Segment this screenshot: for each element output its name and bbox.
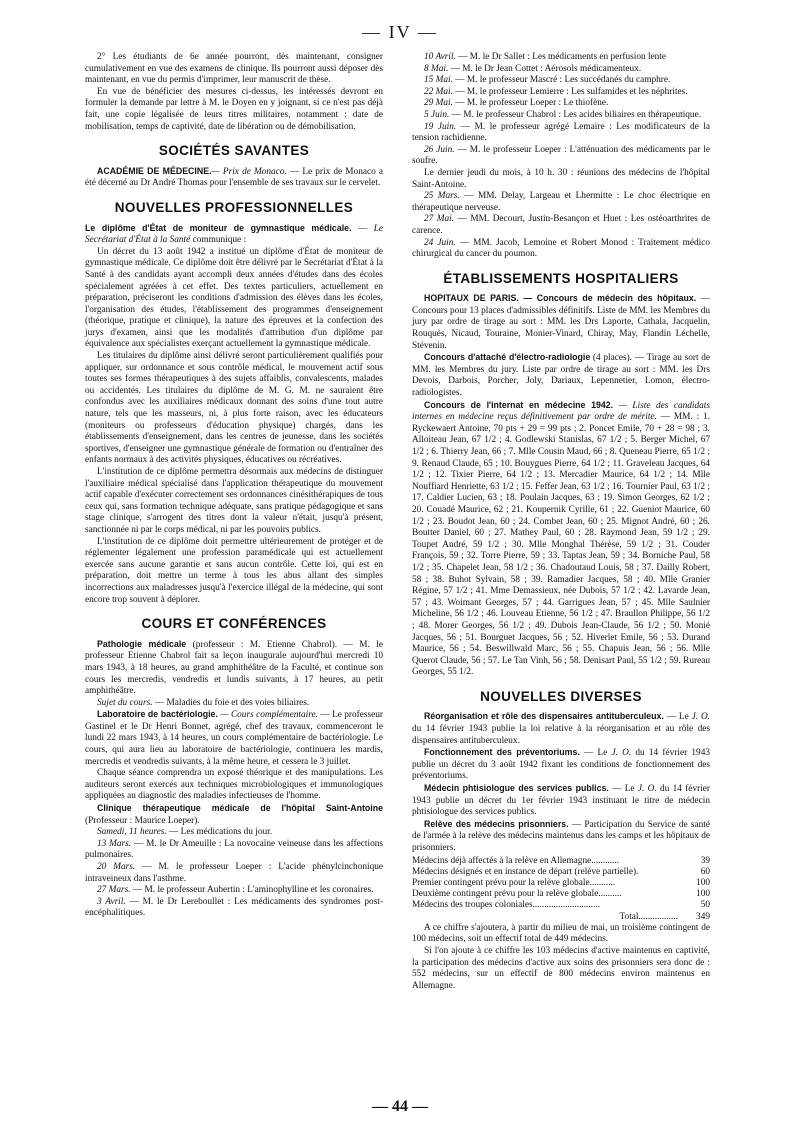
schedule-topic: — MM. Jacob, Lemoine et Robert Monod : Traitement médico chirurgical du cancer du poumon.	[412, 237, 710, 260]
prof-paragraph: Les titulaires du diplôme ainsi délivré seront particulièrement qualifiés pour appliquer, sur ordonnance et sous contrôle médical, le mouvement actif sous toutes ses formes thérapeutiques à des sujets affaiblis, convalescents, malades ou accidentés. Les titulaires du diplôme de M. G. M. ne sauraient être confondus avec les auxiliaires médicaux donnant des soins d'une tout autre nature, tels que les masseurs, ni, à plus forte raison, avec les éducateurs (moniteurs ou professeurs d'éducation physique) chargés, dans les établissements d'enseignement, dans les centres de jeunesse, dans les sociétés sportives, d'enseigner une gymnastique générale de formation ou d'entraîner des enfants normaux à des activités physiques, éducatives ou récréatives.	[85, 351, 383, 466]
table-value: 50	[700, 900, 710, 911]
academie-paragraph	[85, 166, 383, 190]
schedule-item	[412, 110, 710, 122]
internat-list: — MM. : 1. Ryckewaert Antoine, 70 pts + 29 = 99 pts ; 2. Poncet Emile, 70 + 28 = 98 ; 3. Alloiteau Jean, 67 1/2 ; 4. Godlewski Stanislas, 67 1/2 ; 5. Berger Michel, 67 1/2 ; 6. Thierry Jean, 66 ; 7. Mlle Cousin Maud, 66 ; 8. Queneau Pierre, 65 1/2 ; 9. Renaud Claude, 65 ; 10. Bouygues Pierre, 64 1/2 ; 11. Graveleau Jacques, 64 1/2 ; 12. Tixier Pierre, 64 1/2 ; 13. Mercadier Maurice, 64 1/2 ; 14. Mlle Nouffiard Henriette, 63 1/2 ; 15. Feffer Jean, 63 1/2 ; 16. Tournier Paul, 63 1/2 ; 17. Caldier Lucien, 63 ; 18. Poulain Jacques, 63 ; 19. Simon Georges, 62 1/2 ; 20. Couadé Maurice, 62 ; 21. Koupernik Cyrille, 61 ; 22. Gueniot Maurice, 60 1/2 ; 23. Boudot Jean, 60 ; 24. Combet Jean, 60 ; 25. Mignot André, 60 ; 26. Boutter Daniel, 60 ; 27. Mathey Paul, 60 ; 28. Raymond Jean, 59 1/2 ; 29. Toupet André, 59 1/2 ; 30. Mlle Monghal Thérèse, 59 1/2 ; 31. Couder François, 59 ; 32. Torre Pierre, 59 ; 33. Taptas Jean, 59 ; 34. Borniche Paul, 58 1/2 ; 35. Chapelet Jean, 58 1/2 ; 36. Chadoutaud Louis, 58 ; 37. Dailly Robert, 58 ; 38. Buhot Sylvain, 58 ; 39. Ramadier Jacques, 58 ; 40. Mlle Granier Régine, 57 1/2 ; 41. Mme Demassieux, née Dubois, 57 1/2 ; 42. Lavarde Jean, 57 ; 43. Woimant Georges, 57 ; 44. Garrigues Jean, 57 ; 45. Mlle Saulnier Micheline, 56 1/2 ; 46. Louveau Etienne, 56 1/2 ; 47. Braullon Philippe, 56 1/2 ; 48. Morer Georges, 56 1/2 ; 49. Dubois Jean-Claude, 56 1/2 ; 50. Monié Jacques, 56 ; 51. Bourguet Jacques, 56 ; 52. Hiverlet Emile, 56 ; 53. Durand Maurice, 56 ; 54. Beswillwald Marc, 56 ; 55. Chapuis Jean, 56 ; 56. Mlle Querot Claude, 56 ; 57. Le Tan Vinh, 56 ; 58. Denisart Paul, 55 1/2 ; 59. Rureau Georges, 55 1/2.	[412, 412, 710, 678]
page-header-number: — IV —	[362, 22, 438, 42]
table-label: Premier contingent prévu pour la relève globale...........	[412, 878, 616, 888]
clinique-date: 3 Avril.	[97, 896, 126, 907]
diverses-pre: — Le	[663, 712, 692, 723]
intro-paragraph: En vue de bénéficier des mesures ci-dessus, les intéressés devront en formuler la demande par lettre à M. le Doyen en y joignant, si ce n'est pas déjà fait, une copie légalisée de leurs titres militaires, notamment : date de mobilisation, temps de captivité, date de libération ou de démobilisation.	[85, 86, 383, 132]
prof-paragraph: L'institution de ce diplôme permettra désormais aux médecins de distinguer l'auxiliaire médical spécialisé dans l'application thérapeutique du mouvement actif capable d'exécuter correctement ses ordonnances cinésithérapiques de tous ceux qui, sans formation technique adéquate, sans pratique pédagogique et sans stage clinique, s'arrogent des titres dont la valeur n'était, jusqu'à présent, sanctionnée ni par le corps médical, ni par les pouvoirs publics.	[85, 467, 383, 535]
sujet-label: Sujet du cours.	[97, 697, 153, 708]
schedule-item	[412, 98, 710, 110]
diplome-lead-end: communique :	[190, 235, 247, 246]
schedule-item	[412, 168, 710, 191]
schedule-item	[412, 87, 710, 99]
hopitaux-lead: HOPITAUX DE PARIS.	[424, 293, 519, 304]
clinique-item	[85, 839, 383, 862]
diverses-pre: — Le	[579, 748, 612, 759]
pathologie-lead: Pathologie médicale	[97, 638, 187, 649]
table-row	[412, 856, 710, 867]
schedule-date: 25 Mars.	[424, 191, 460, 202]
diverses-text: du 14 février 1943 publie la loi relative à la réorganisation et au rôle des dispensaires antituberculeux.	[412, 724, 710, 746]
schedule-topic: — M. le Dr Jean Cottet : Aérosols médicamenteux.	[448, 63, 642, 74]
attache-paragraph	[412, 352, 710, 399]
diplome-lead: Le diplôme d'État de moniteur de gymnastique médicale.	[85, 222, 352, 233]
diverses-journal: J. O.	[637, 784, 657, 795]
section-heading-etablissements: ÉTABLISSEMENTS HOSPITALIERS	[443, 270, 679, 286]
laboratoire-paragraph	[85, 709, 383, 768]
schedule-date: 24 Juin.	[424, 237, 456, 248]
diverses-item	[412, 783, 710, 819]
table-label: Deuxième contingent prévu pour la relève globale..........	[412, 889, 622, 900]
diverses-text: — Participation du Service de santé de l'armée à la relève des médecins maintenus dans les camps et les hôpitaux de prisonniers.	[412, 819, 710, 853]
schedule-topic: — MM. Delay, Largeau et Lhermitte : Le choc électrique en thérapeutique nerveuse.	[412, 191, 711, 213]
clinique-lead: Clinique thérapeutique médicale de l'hôpital Saint-Antoine	[97, 803, 383, 814]
academie-lead: ACADÉMIE DE MÉDECINE.	[97, 165, 212, 176]
schedule-topic: — M. le professeur Lemierre : Les sulfamides et les néphrites.	[452, 86, 688, 97]
schedule-date: 15 Mai.	[424, 75, 453, 86]
lead-separator: —	[351, 223, 374, 234]
diverses-item	[412, 819, 710, 855]
diverses-text: du 14 février 1943 publie un décret du 3 août 1942 fixant les conditions de fonctionnement des préventoriums.	[412, 748, 710, 782]
clinique-item	[85, 862, 383, 885]
clinique-text: (Professeur : Maurice Loeper).	[85, 815, 200, 826]
diverses-end-paragraph: Si l'on ajoute à ce chiffre les 103 médecins d'active maintenus en captivité, la participation des médecins d'active aux soins des prisonniers sera donc de : 552 médecins, sur un effectif de 800 médecins environ maintenus en Allemagne.	[412, 946, 710, 991]
clinique-topic: — Les médications du jour.	[166, 827, 273, 838]
clinique-date: 13 Mars.	[97, 838, 132, 849]
diverses-lead: Médecin phtisiologue des services publics.	[424, 783, 609, 794]
intro-paragraph: 2° Les étudiants de 6e année pourront, dès maintenant, consigner cumulativement en vue des examens de clinique. Ils pourront aussi déposer dès maintenant, en vue du permis d'imprimer, leur manuscrit de thèse.	[85, 52, 383, 86]
diverses-end-paragraph: A ce chiffre s'ajoutera, à partir du milieu de mai, un troisième contingent de 100 médecins, soit un effectif total de 449 médecins.	[412, 922, 710, 945]
clinique-topic: — M. le Dr Lereboullet : Les médicaments des syndromes post-encéphalitiques.	[85, 896, 383, 919]
schedule-topic: Le dernier jeudi du mois, à 10 h. 30 : réunions des médecins de l'hôpital Saint-Antoine.	[412, 167, 710, 190]
pathologie-paragraph	[85, 639, 383, 698]
internat-paragraph	[412, 400, 710, 679]
clinique-item	[85, 885, 383, 897]
diverses-pre: — Le	[608, 784, 638, 795]
hopitaux-text: — Concours pour 13 places d'admissibles définitifs. Liste de MM. les Membres du jury par ordre de tirage au sort : MM. les Drs Laporte, Cathala, Jacquelin, Rouquès, Nicaud, Touraine, Monier-Vinard, Chiray, May, Flandin Léchelle, Stévenin.	[412, 294, 711, 351]
schedule-item	[412, 75, 710, 87]
schedule-date: 27 Mai.	[424, 214, 455, 225]
academie-text: — Le prix de Monaco a été décerné au Dr André Thomas pour l'ensemble de ses travaux sur le cervelet.	[85, 166, 384, 189]
section-heading-cours: COURS ET CONFÉRENCES	[141, 616, 327, 632]
table-value: 39	[700, 855, 710, 866]
left-column	[85, 52, 383, 920]
section-heading-diverses: NOUVELLES DIVERSES	[480, 688, 642, 704]
clinique-date: 27 Mars.	[97, 885, 131, 896]
internat-lead: Concours de l'internat en médecine 1942.	[424, 399, 614, 410]
attache-lead: Concours d'attaché d'électro-radiologie	[424, 352, 591, 363]
schedule-topic: — M. le Dr Sallet : Les médicaments en perfusion lente	[455, 52, 667, 62]
schedule-topic: — M. le professeur Mascré : Les succédanés du camphre.	[452, 75, 671, 86]
diverses-lead: Fonctionnement des préventoriums.	[424, 747, 580, 758]
table-total-label: Total.................	[619, 911, 678, 922]
diverses-lead: Relève des médecins prisonniers.	[424, 818, 569, 829]
table-total-value: 349	[696, 911, 710, 922]
schedule-item	[412, 214, 710, 237]
pathologie-text: (professeur : M. Etienne Chabrol). — M. le professeur Etienne Chabrol fait sa leçon inaugurale aujourd'hui mercredi 10 mars 1943, à 18 heures, au grand amphithéâtre de la Faculté, et continue son cours les mercredis, vendredis et lundis suivants, à 17 heures, au petit amphithéâtre.	[85, 639, 383, 697]
laboratoire-lead: Laboratoire de bactériologie.	[97, 709, 218, 720]
clinique-date: Samedi, 11 heures.	[97, 827, 167, 838]
academie-prize: — Prix de Monaco.	[211, 166, 287, 177]
table-total-row	[412, 912, 710, 923]
schedule-topic: — M. le professeur Chabrol : Les acides biliaires en thérapeutique.	[449, 109, 702, 120]
schedule-date: 10 Avril.	[424, 52, 456, 62]
table-label: Médecins désignés et en instance de départ (relève partielle).	[412, 866, 639, 877]
table-label: Médecins des troupes coloniales.............................	[412, 900, 600, 911]
schedule-item	[412, 191, 710, 214]
diverses-journal: J. O.	[691, 712, 710, 723]
prof-paragraph: Un décret du 13 août 1942 a institué un diplôme d'État de moniteur de gymnastique médicale. Ce diplôme doit être délivré par le Secrétariat d'État à la Santé à des candidats ayant accompli deux années d'études dans des écoles spécialement agréées à cet effet. Des textes particuliers, actuellement en préparation, préciseront les conditions d'admission des élèves dans les écoles, l'organisation des études, l'établissement des programmes d'enseignement (théorique, pratique et clinique), la nature des épreuves et la confection des jurys d'examen, ainsi que les modalités d'attribution d'un diplôme par équivalence aux spécialistes exerçant actuellement la gymnastique médicale.	[85, 246, 383, 350]
schedule-item	[412, 238, 710, 261]
schedule-topic: — M. le professeur Loeper : Le thiofène.	[452, 98, 609, 109]
schedule-item	[412, 64, 710, 76]
laboratoire-text: — Le professeur Gastinel et le Dr Henri Bonnet, agrégé, chef des travaux, commenceront le lundi 22 mars 1943, à 14 heures, un cours complémentaire de bactériologie. Le cours, qui aura lieu au laboratoire de bactériologie, continuera les mardis, mercredis et vendredis suivants, à la même heure, et cessera le 3 juillet.	[85, 710, 383, 767]
releve-table	[412, 856, 710, 923]
table-row	[412, 889, 710, 900]
laboratoire-paragraph-2: Chaque séance comprendra un exposé théorique et des manipulations. Les auditeurs seront exercés aux techniques microbiologiques et immunologiques appliquées au diagnostic des maladies infectieuses de l'homme.	[85, 768, 383, 802]
hopitaux-concours: — Concours de médecin des hôpitaux.	[518, 293, 697, 304]
schedule-item	[412, 145, 710, 168]
table-row	[412, 867, 710, 878]
laboratoire-type: — Cours complémentaire.	[217, 710, 318, 721]
schedule-date: 8 Mai.	[424, 63, 449, 74]
schedule-item	[412, 122, 710, 145]
schedule-topic: — M. le professeur agrégé Lemaire : Les modificateurs de la tension rachidienne.	[412, 121, 710, 144]
sujet-text: — Maladies du foie et des voies biliaires.	[152, 697, 310, 708]
schedule-item	[412, 52, 710, 64]
attache-text: (4 places). — Tirage au sort de MM. les Membres du jury. Liste par ordre de tirage au sort : MM. les Drs Devois, Darbois, Porcher, Joly, Dariaux, Lepennetier, Lomon, électro-radiologistes.	[412, 353, 710, 399]
schedule-date: 5 Juin.	[424, 109, 450, 120]
table-value: 60	[700, 866, 710, 877]
right-column	[412, 52, 710, 992]
internat-subtitle: — Liste des candidats internes en médecine reçus définitivement par ordre de mérite.	[412, 400, 710, 423]
clinique-topic: — M. le professeur Loeper : L'acide phénylcinchonique intraveineux dans l'asthme.	[85, 862, 383, 884]
schedule-date: 29 Mai.	[424, 98, 453, 109]
schedule-date: 19 Juin.	[424, 121, 457, 132]
section-heading-professionnelles: NOUVELLES PROFESSIONNELLES	[114, 199, 354, 215]
clinique-item	[85, 897, 383, 920]
hopitaux-paragraph	[412, 293, 710, 352]
table-value: 100	[696, 889, 710, 900]
table-value: 100	[696, 878, 710, 888]
table-row	[412, 900, 710, 911]
schedule-topic: — M. le professeur Loeper : L'atténuation des médicaments par le soufre.	[412, 144, 710, 167]
diplome-lead-paragraph	[85, 223, 383, 247]
diverses-lead: Réorganisation et rôle des dispensaires antituberculeux.	[424, 711, 664, 722]
diverses-journal: J. O.	[611, 748, 632, 759]
page-footer-number: — 44 —	[372, 1098, 428, 1115]
schedule-date: 22 Mai.	[424, 86, 453, 97]
table-label: Médecins déjà affectés à la relève en Allemagne............	[412, 855, 620, 866]
diverses-item	[412, 747, 710, 783]
clinique-date: 20 Mars.	[97, 862, 136, 872]
schedule-topic: — MM. Decourt, Justin-Besançon et Huet : Les ostéoarthrites de carence.	[412, 214, 711, 236]
clinique-topic: — M. le professeur Aubertin : L'aminophylline et les coronaires.	[130, 885, 374, 896]
clinique-item	[85, 827, 383, 839]
diverses-text: du 14 février 1943 publie un décret du 1er février 1943 instituant le titre de médecin phtisiologue des services publics.	[412, 784, 710, 818]
clinique-paragraph	[85, 803, 383, 827]
diverses-item	[412, 711, 710, 747]
table-row	[412, 878, 710, 889]
prof-paragraph: L'institution de ce diplôme doit permettre ultérieurement de protéger et de réglementer légalement une profession paramédicale qui est actuellement exercée sans aucune garantie et sans aucun contrôle. Cette loi, qui est en préparation, doit mettre un terme à tous les abus allant des simples incorrections aux maladresses jusqu'à l'exercice illégal de la médecine, qui sont encore trop souvent à déplorer.	[85, 536, 383, 605]
diplome-source: Le Secrétariat d'État à la Santé	[85, 223, 384, 246]
pathologie-sujet	[85, 698, 383, 710]
schedule-date: 26 Juin.	[424, 144, 455, 155]
clinique-topic: — M. le Dr Ameuille : La novocaïne veineuse dans les affections pulmonaires.	[85, 838, 383, 861]
section-heading-societes: SOCIÉTÉS SAVANTES	[158, 143, 310, 159]
